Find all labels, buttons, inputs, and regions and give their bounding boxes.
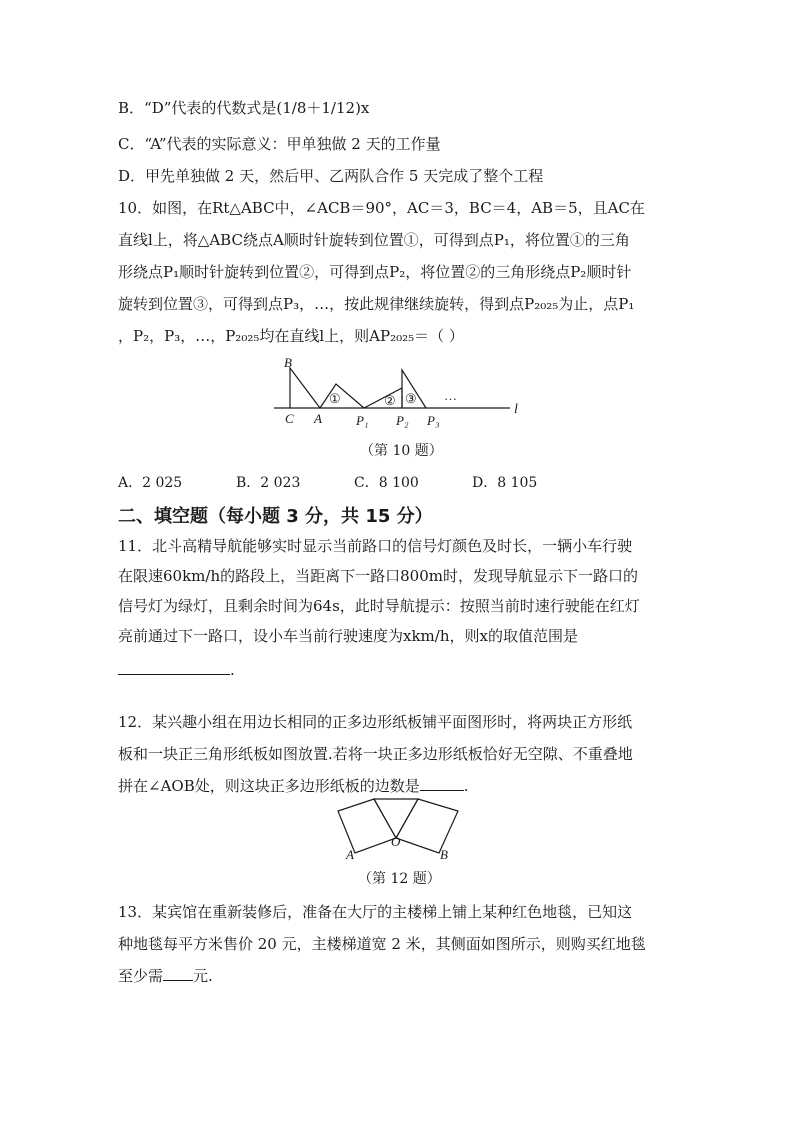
q11-answer-blank[interactable] <box>118 660 230 675</box>
section-title: 二、填空题（每小题 3 分，共 15 分） <box>118 506 433 527</box>
circle-3: ③ <box>405 391 417 406</box>
left-square <box>338 799 396 853</box>
q13-line-2: 种地毯每平方米售价 20 元，主楼梯道宽 2 米，其侧面如图所示，则购买红地毯 <box>118 935 646 953</box>
q12-end: . <box>463 777 469 795</box>
q11-end: . <box>230 661 235 679</box>
q10-line-5: ，P₂，P₃，…，P₂₀₂₅均在直线l上，则AP₂₀₂₅＝（ ） <box>118 327 464 345</box>
label-a: A <box>314 411 322 426</box>
q10-line-3: 形绕点P₁顺时针旋转到位置②，可得到点P₂，将位置②的三角形绕点P₂顺时针 <box>118 263 632 281</box>
circle-2: ② <box>384 393 396 408</box>
label-p1: P₁ <box>356 413 369 428</box>
q11-line-4: 亮前通过下一路口，设小车当前行驶速度为xkm/h，则x的取值范围是 <box>118 627 578 645</box>
q12-line-1: 12．某兴趣小组在用边长相同的正多边形纸板铺平面图形时，将两块正方形纸 <box>118 713 633 731</box>
equilateral-triangle <box>374 799 418 838</box>
label-p2: P₂ <box>396 413 409 428</box>
q11-line-3: 信号灯为绿灯，且剩余时间为64s，此时导航提示：按照当前时速行驶能在红灯 <box>118 597 640 615</box>
q13-answer-blank[interactable] <box>163 966 193 981</box>
q10-option-a: A．2 025 <box>118 475 183 491</box>
q9-option-c: C．“A”代表的实际意义：甲单独做 2 天的工作量 <box>118 135 441 153</box>
label-a: A <box>346 847 354 862</box>
q10-caption: （第 10 题） <box>360 443 443 459</box>
q10-line-1: 10．如图，在Rt△ABC中，∠ACB＝90°，AC＝3，BC＝4，AB＝5，且AC在 <box>118 199 645 217</box>
label-b: B <box>284 355 292 370</box>
label-o: O <box>391 834 401 849</box>
q12-line-3-text: 拼在∠AOB处，则这块正多边形纸板的边数是 <box>118 777 420 795</box>
q10-figure <box>268 350 528 432</box>
q13-line-3 <box>118 966 213 986</box>
ellipsis: … <box>444 388 457 403</box>
q12-line-2: 板和一块正三角形纸板如图放置.若将一块正多边形纸板恰好无空隙、不重叠地 <box>118 745 633 763</box>
q12-figure <box>318 797 478 863</box>
q12-caption: （第 12 题） <box>358 871 441 887</box>
q12-line-3 <box>118 776 469 796</box>
label-b: B <box>440 847 448 862</box>
q10-option-b: B．2 023 <box>236 475 301 491</box>
label-p3: P₃ <box>427 413 440 428</box>
q9-option-d: D．甲先单独做 2 天，然后甲、乙两队合作 5 天完成了整个工程 <box>118 167 544 185</box>
q12-answer-blank[interactable] <box>420 776 464 791</box>
triangle-abc <box>290 368 320 408</box>
q13-line-3-pre: 至少需 <box>118 967 164 985</box>
q9-option-b: B．“D”代表的代数式是(1/8＋1/12)x <box>118 99 370 117</box>
q10-option-d: D．8 105 <box>472 475 538 491</box>
triangle-position-1 <box>320 384 364 408</box>
label-l: l <box>514 402 518 417</box>
q13-line-3-post: 元. <box>193 967 213 985</box>
right-square <box>396 799 458 853</box>
q10-option-c: C．8 100 <box>354 475 419 491</box>
q10-line-4: 旋转到位置③，可得到点P₃，…，按此规律继续旋转，得到点P₂₀₂₅为止，点P₁ <box>118 295 635 313</box>
q13-line-1: 13．某宾馆在重新装修后，准备在大厅的主楼梯上铺上某种红色地毯，已知这 <box>118 903 633 921</box>
q10-line-2: 直线l上，将△ABC绕点A顺时针旋转到位置①，可得到点P₁，将位置①的三角 <box>118 231 630 249</box>
triangle-position-2 <box>364 388 402 408</box>
circle-1: ① <box>329 391 341 406</box>
label-c: C <box>285 411 294 426</box>
q11-line-2: 在限速60km/h的路段上，当距离下一路口800m时，发现导航显示下一路口的 <box>118 567 638 585</box>
q11-answer-line <box>118 660 235 680</box>
q11-line-1: 11．北斗高精导航能够实时显示当前路口的信号灯颜色及时长，一辆小车行驶 <box>118 537 633 555</box>
